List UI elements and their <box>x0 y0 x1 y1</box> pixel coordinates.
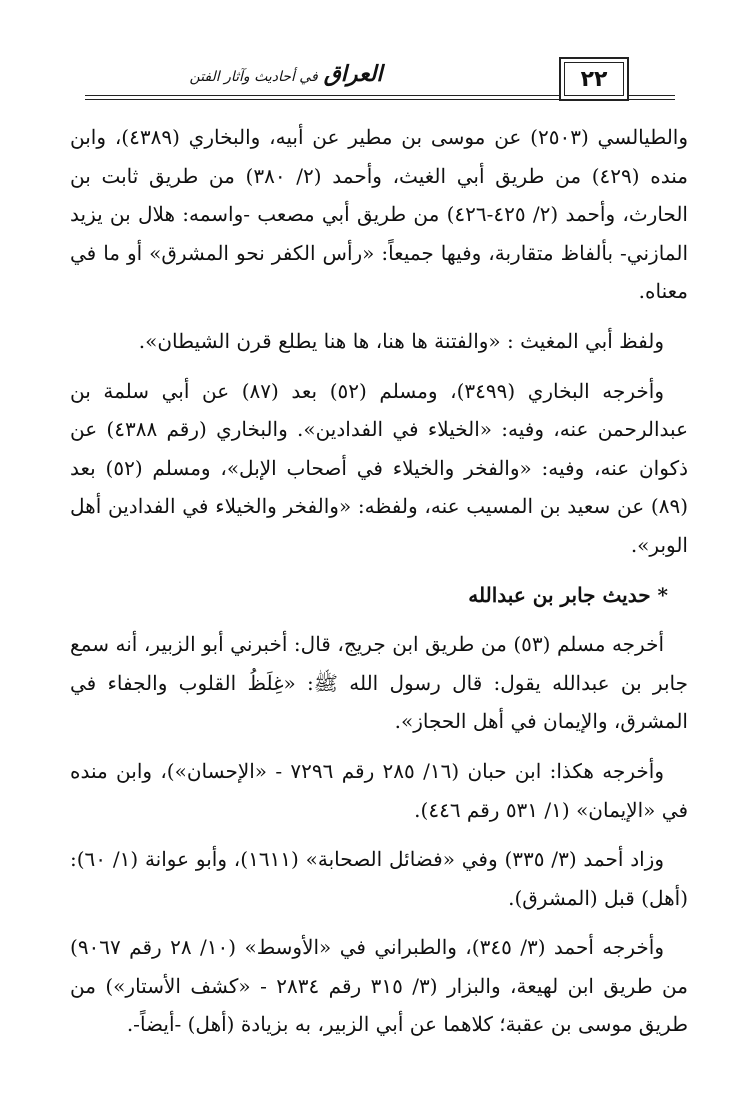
page-number-frame <box>559 57 629 101</box>
page-body <box>70 118 688 1055</box>
paragraph: والطيالسي (٢٥٠٣) عن موسى بن مطير عن أبيه، والبخاري (٤٣٨٩)، وابن منده (٤٢٩) من طريق أبي الغيث، وأحمد (٢/ ٣٨٠) من طريق ثابت بن الحارث، وأحمد (٢/ ٤٢٥-٤٢٦) من طريق أبي مصعب -واسمه: هلال بن يزيد المازني- بألفاظ متقاربة، وفيها جميعاً: «رأس الكفر نحو المشرق» أو ما في معناه. <box>70 125 689 304</box>
paragraph: وزاد أحمد (٣/ ٣٣٥) وفي «فضائل الصحابة» (١٦١١)، وأبو عوانة (١/ ٦٠): (أهل) قبل (المشرق). <box>70 847 688 910</box>
paragraph: وأخرجه البخاري (٣٤٩٩)، ومسلم (٥٢) بعد (٨٧) عن أبي سلمة بن عبدالرحمن عنه، وفيه: «الخيلاء في الفدادين». والبخاري (رقم ٤٣٨٨) عن ذكوان عنه، وفيه: «والفخر والخيلاء في أصحاب الإبل»، ومسلم (٥٢) بعد (٨٩) عن سعيد بن المسيب عنه، ولفظه: «والفخر والخيلاء في الفدادين أهل الوبر». <box>70 378 689 557</box>
section-heading-text: حديث جابر بن عبدالله <box>468 582 651 607</box>
star-icon: * <box>657 582 668 607</box>
section-heading <box>70 576 688 615</box>
running-title <box>115 61 457 87</box>
page-header <box>85 55 675 107</box>
page-number: ٢٢ <box>564 62 624 96</box>
running-title-sub: في أحاديث وآثار الفتن <box>189 69 318 85</box>
paragraph: وأخرجه هكذا: ابن حبان (١٦/ ٢٨٥ رقم ٧٢٩٦ - «الإحسان»)، وابن منده في «الإيمان» (١/ ٥٣١ رقم ٤٤٦). <box>70 758 688 822</box>
paragraph: أخرجه مسلم (٥٣) من طريق ابن جريج، قال: أخبرني أبو الزبير، أنه سمع جابر بن عبدالله يقول: قال رسول الله ﷺ: «غِلَظُ القلوب والجفاء في المشرق، والإيمان في أهل الحجاز». <box>70 632 688 734</box>
paragraph: وأخرجه أحمد (٣/ ٣٤٥)، والطبراني في «الأوسط» (١٠/ ٢٨ رقم ٩٠٦٧) من طريق ابن لهيعة، والبزار (٣/ ٣١٥ رقم ٢٨٣٤ - «كشف الأستار») من طريق موسى بن عقبة؛ كلاهما عن أبي الزبير، به بزيادة (أهل) -أيضاً-. <box>70 935 688 1037</box>
paragraph: ولفظ أبي المغيث : «والفتنة ها هنا، ها هنا يطلع قرن الشيطان». <box>138 328 664 353</box>
running-title-main: العراق <box>323 61 383 87</box>
